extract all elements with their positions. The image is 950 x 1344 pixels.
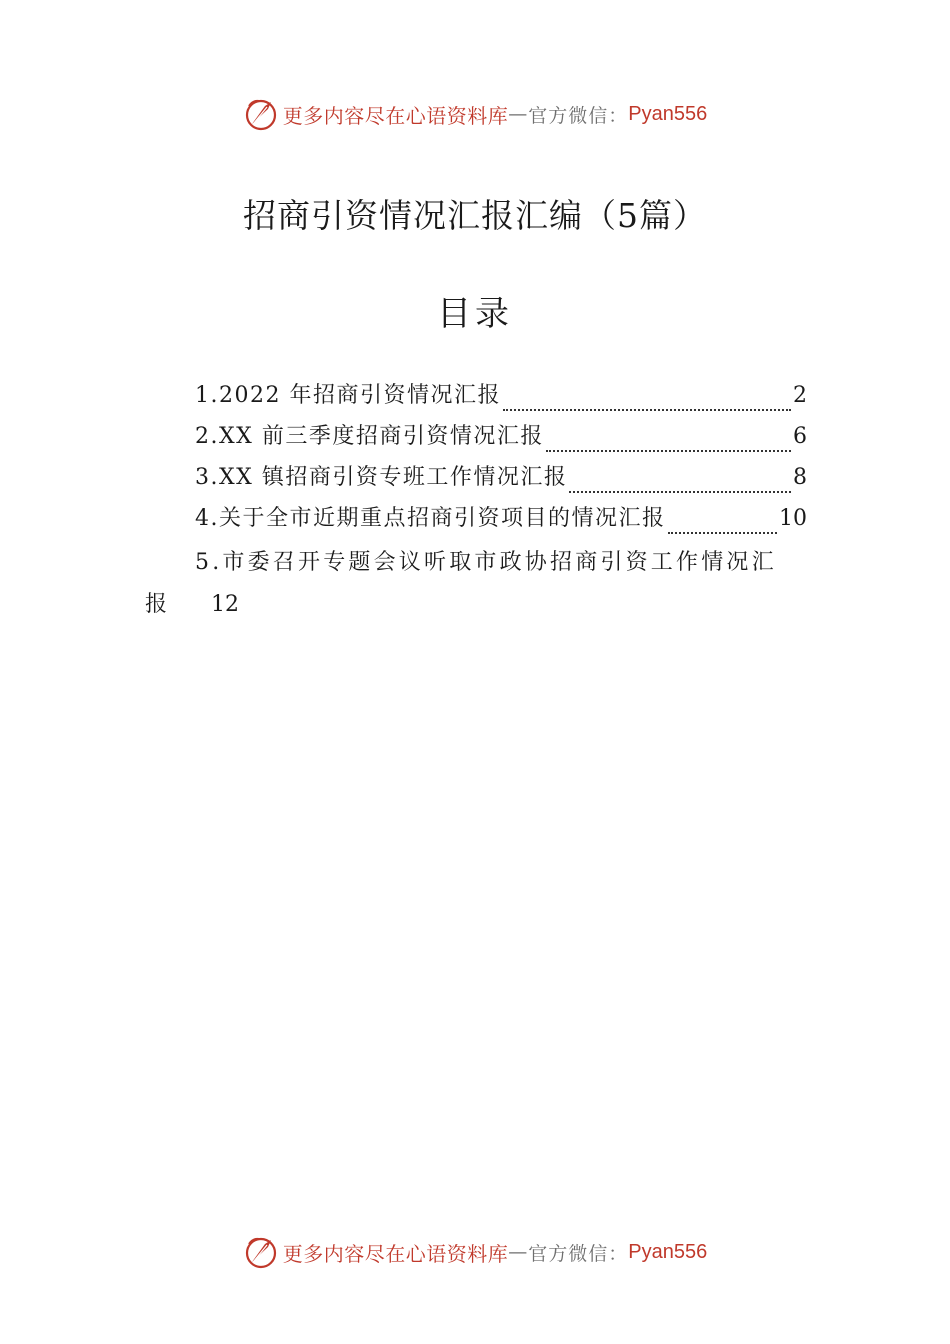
toc-leader-dots bbox=[546, 450, 791, 452]
toc-number: 3. bbox=[195, 465, 219, 490]
separator: — bbox=[508, 103, 529, 125]
toc-page: 12 bbox=[211, 592, 240, 617]
toc-text: 关于全市近期重点招商引资项目的情况汇报 bbox=[219, 506, 666, 531]
toc-page: 10 bbox=[779, 506, 807, 531]
toc-entry-2[interactable] bbox=[195, 419, 807, 460]
brand-text: 更多内容尽在心语资料库 bbox=[282, 1241, 509, 1266]
toc-number: 2. bbox=[195, 424, 219, 449]
toc-text: 2022 年招商引资情况汇报 bbox=[219, 383, 501, 408]
toc-page: 6 bbox=[793, 424, 807, 449]
toc-entry-1[interactable] bbox=[195, 378, 807, 419]
toc-text: XX 镇招商引资专班工作情况汇报 bbox=[219, 465, 568, 490]
toc-number: 1. bbox=[195, 383, 219, 408]
toc-number: 5. bbox=[195, 550, 223, 575]
toc-text: 市委召开专题会议听取市政协招商引资工作情况汇 bbox=[222, 550, 777, 575]
toc-heading: 目录 bbox=[437, 294, 513, 334]
toc-entry-4[interactable] bbox=[195, 501, 807, 542]
toc-leader-dots bbox=[503, 409, 791, 411]
toc-entry-5-continuation[interactable] bbox=[145, 584, 239, 625]
quill-pen-icon bbox=[243, 1234, 279, 1270]
document-title: 招商引资情况汇报汇编（5篇） bbox=[243, 196, 707, 235]
wechat-label: 官方微信： bbox=[528, 104, 629, 127]
toc-number: 4. bbox=[195, 506, 219, 531]
wechat-id: Pyan556 bbox=[628, 102, 708, 125]
header-banner bbox=[0, 94, 950, 134]
wechat-id: Pyan556 bbox=[628, 1240, 708, 1263]
toc-leader-dots bbox=[569, 491, 791, 493]
brand-text: 更多内容尽在心语资料库 bbox=[282, 103, 509, 128]
separator: — bbox=[508, 1241, 529, 1263]
toc-entry-3[interactable] bbox=[195, 460, 807, 501]
toc-text: XX 前三季度招商引资情况汇报 bbox=[219, 424, 544, 449]
toc-page: 2 bbox=[793, 383, 807, 408]
toc-text-continued: 报 bbox=[145, 592, 168, 617]
toc-leader-dots bbox=[668, 532, 777, 534]
wechat-label: 官方微信： bbox=[528, 1242, 629, 1265]
toc-entry-5[interactable] bbox=[195, 542, 807, 583]
quill-pen-icon bbox=[243, 96, 279, 132]
table-of-contents bbox=[195, 378, 807, 583]
footer-banner bbox=[0, 1232, 950, 1272]
toc-page: 8 bbox=[793, 465, 807, 490]
